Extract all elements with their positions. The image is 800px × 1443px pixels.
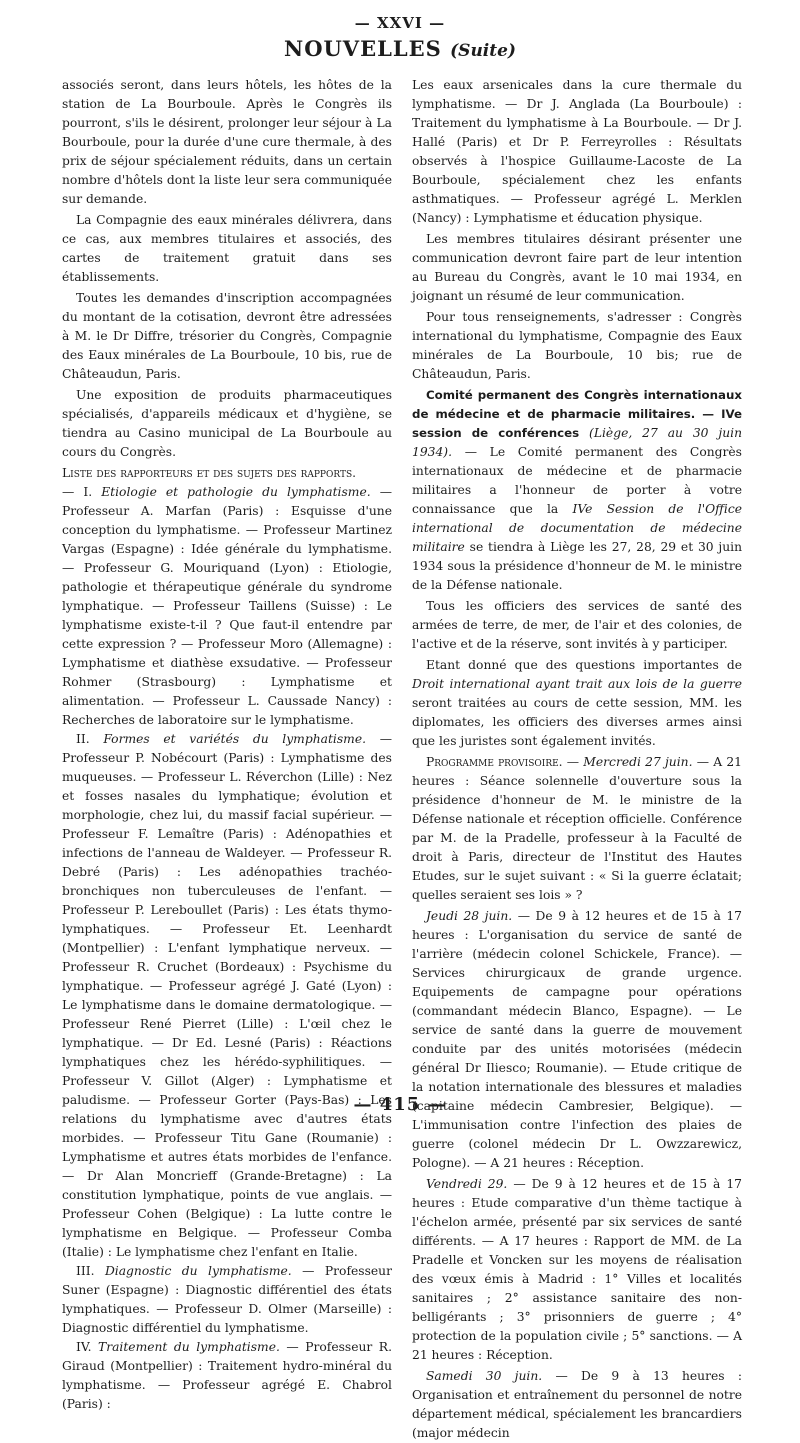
- text-run: Etant donné que des questions importantes de: [426, 658, 742, 672]
- text-run-italic: Droit international ayant trait aux lois de la guerre: [412, 677, 742, 691]
- day-heading: Jeudi 28 juin.: [426, 909, 513, 923]
- text-run: seront traitées au cours de cette session, MM. les diplomates, les officiers des diverses armes ainsi que les juristes sont également invités.: [412, 696, 742, 748]
- day-heading: — Mercredi 27 juin.: [566, 755, 693, 769]
- section-number: IV.: [76, 1340, 92, 1354]
- day-body: — A 21 heures : Séance solennelle d'ouverture sous la présidence d'honneur de M. le ministre de la Défense nationale et réception officielle. Conférence par M. de la Pradelle, professeur à la Faculté de droit à Paris, directeur de l'Institut des Hautes Etudes, sur le sujet suivant : « Si la guerre éclatait; quelles seraient ses lois » ?: [412, 755, 742, 902]
- paragraph: [62, 1262, 392, 1338]
- day-body: — De 9 à 12 heures et de 15 à 17 heures : Etude comparative d'un thème tactique à l'échelon armée, présenté par six services de santé différents. — A 17 heures : Rapport de MM. de La Pradelle et Voncken sur les moyens de réalisation des vœux émis à Madrid : 1° Villes et localités sanitaires ; 2° assistance sanitaire des non-belligérants ; 3° prisonniers de guerre ; 4° protection de la population civile ; 5° sanctions. — A 21 heures : Réception.: [412, 1177, 742, 1362]
- section-number: — I.: [62, 485, 93, 499]
- section-heading: Etiologie et pathologie du lymphatisme.: [101, 485, 371, 499]
- day-heading: Vendredi 29.: [426, 1177, 508, 1191]
- paragraph: [412, 656, 742, 751]
- notice-heading: Comité permanent des Congrès internationaux de médecine et de pharmacie militaires. — IVe session de conférences: [412, 388, 742, 440]
- section-title-suffix: (Suite): [450, 41, 516, 61]
- paragraph: [62, 1338, 392, 1414]
- right-column: [412, 76, 742, 1443]
- section-heading: Diagnostic du lymphatisme.: [104, 1264, 292, 1278]
- paragraph: associés seront, dans leurs hôtels, les hôtes de la station de La Bourboule. Après le Congrès ils pourront, s'ils le désirent, prolonger leur séjour à La Bourboule, pour la durée d'une cure thermale, à des prix de séjour spécialement réduits, dans un certain nombre d'hôtels dont la liste leur sera communiquée sur demande.: [62, 78, 392, 206]
- list-heading: Liste des rapporteurs et des sujets des rapports.: [62, 466, 357, 480]
- notice-session: IVe Session de l'Office international de documentation de médecine militaire: [412, 502, 742, 554]
- paragraph: Les eaux arsenicales dans la cure thermale du lymphatisme. — Dr J. Anglada (La Bourboule) : Traitement du lymphatisme à La Bourboule. — Dr J. Hallé (Paris) et Dr P. Ferreyrolles : Résultats observés à l'hospice Guillaume-Lacoste de La Bourboule, spécialement chez les enfants asthmatiques. — Professeur agrégé L. Merklen (Nancy) : Lymphatisme et éducation physique.: [412, 78, 742, 225]
- programme-jeudi: [412, 907, 742, 1173]
- rapporteurs-list: [62, 464, 392, 730]
- folio-number: — 415 —: [353, 1094, 447, 1115]
- section-heading: Formes et variétés du lymphatisme.: [103, 732, 367, 746]
- programme-samedi: [412, 1367, 742, 1443]
- paragraph: Les membres titulaires désirant présenter une communication devront faire part de leur intention au Bureau du Congrès, avant le 10 mai 1934, en joignant un résumé de leur communication.: [412, 232, 742, 303]
- day-body: — De 9 à 12 heures et de 15 à 17 heures : L'organisation du service de santé de l'arrière (médecin colonel Schickele, France). — Services chirurgicaux de grande urgence. Equipements de campagne pour opérations (commandant médecin Blanco, Espagne). — Le service de santé dans la guerre de mouvement conduite par des unités motorisées (médecin général Dr Iliesco; Roumanie). — Etude critique de la notation internationale des blessures et maladies (capitaine médecin Cambresier, Belgique). — L'immunisation contre l'infection des plaies de guerre (colonel médecin Dr L. Owzzarewicz, Pologne). — A 21 heures : Réception.: [412, 909, 742, 1170]
- section-body: — Professeur A. Marfan (Paris) : Esquisse d'une conception du lymphatisme. — Professeur Martinez Vargas (Espagne) : Idée générale du lymphatisme. — Professeur G. Mouriquand (Lyon) : Etiologie, pathologie et thérapeutique générale du syndrome lymphatique. — Professeur Taillens (Suisse) : Le lymphatisme existe-t-il ? Que faut-il entendre par cette expression ? — Professeur Moro (Allemagne) : Lymphatisme et diathèse exsudative. — Professeur Rohmer (Strasbourg) : Lymphatisme et alimentation. — Professeur L. Caussade Nancy) : Recherches de laboratoire sur le lymphatisme.: [62, 485, 392, 727]
- programme-vendredi: [412, 1175, 742, 1365]
- paragraph: Une exposition de produits pharmaceutiques spécialisés, d'appareils médicaux et d'hygiène, se tiendra au Casino municipal de La Bourboule au cours du Congrès.: [62, 388, 392, 459]
- paragraph: Tous les officiers des services de santé des armées de terre, de mer, de l'air et des colonies, de l'active et de la réserve, sont invités à y participer.: [412, 599, 742, 651]
- notice-body: — Le Comité permanent des Congrès internationaux de médecine et de pharmacie militaires a l'honneur de porter à votre connaissance que la: [412, 445, 742, 516]
- section-number: III.: [76, 1264, 95, 1278]
- page-number: — XXVI —: [354, 14, 446, 32]
- paragraph: Pour tous renseignements, s'adresser : Congrès international du lymphatisme, Compagnie des Eaux minérales de La Bourboule, 10 bis; rue de Châteaudun, Paris.: [412, 310, 742, 381]
- section-heading: Traitement du lymphatisme.: [98, 1340, 280, 1354]
- section-body: — Professeur Suner (Espagne) : Diagnostic différentiel des états lymphatiques. — Professeur D. Olmer (Marseille) : Diagnostic différentiel du lymphatisme.: [62, 1264, 392, 1335]
- section-body: — Professeur R. Giraud (Montpellier) : Traitement hydro-minéral du lymphatisme. — Professeur agrégé E. Chabrol (Paris) :: [62, 1340, 392, 1411]
- section-number: II.: [76, 732, 90, 746]
- notice-tail: se tiendra à Liège les 27, 28, 29 et 30 juin 1934 sous la présidence d'honneur de M. le ministre de la Défense nationale.: [412, 540, 742, 592]
- section-body: — Professeur P. Nobécourt (Paris) : Lymphatisme des muqueuses. — Professeur L. Réverchon (Lille) : Nez et fosses nasales du lymphatique; évolution et morphologie, chez lui, du massif facial supérieur. — Professeur F. Lemaître (Paris) : Adénopathies et infections de l'anneau de Waldeyer. — Professeur R. Debré (Paris) : Les adénopathies trachéo-bronchiques non tuberculeuses de l'enfant. — Professeur P. Lereboullet (Paris) : Les états thymo-lymphatiques. — Professeur Et. Leenhardt (Montpellier) : L'enfant lymphatique nerveux. — Professeur R. Cruchet (Bordeaux) : Psychisme du lymphatique. — Professeur agrégé J. Gaté (Lyon) : Le lymphatisme dans le domaine dermatologique. — Professeur René Pierret (Lille) : L'œil chez le lymphatique. — Dr Ed. Lesné (Paris) : Réactions lymphatiques chez les hérédo-syphilitiques. — Professeur V. Gillot (Alger) : Lymphatisme et paludisme. — Professeur Gorter (Pays-Bas) : Les relations du lymphatisme avec d'autres états morbides. — Professeur Titu Gane (Roumanie) : Lymphatisme et autres états morbides de l'enfance. — Dr Alan Moncrieff (Grande-Bretagne) : La constitution lymphatique, points de vue anglais. — Professeur Cohen (Belgique) : La lutte contre le lymphatisme en Belgique. — Professeur Comba (Italie) : Le lymphatisme chez l'enfant en Italie.: [62, 732, 392, 1259]
- comite-notice: [412, 386, 742, 595]
- programme-mercredi: [412, 753, 742, 905]
- paragraph: [62, 730, 392, 1262]
- section-title-text: NOUVELLES: [284, 36, 442, 61]
- notice-date: (Liège, 27 au 30 juin 1934).: [412, 426, 742, 459]
- left-column: [62, 76, 392, 1414]
- section-title: [0, 36, 800, 61]
- paragraph: La Compagnie des eaux minérales délivrera, dans ce cas, aux membres titulaires et associés, des cartes de traitement gratuit dans ses établissements.: [62, 213, 392, 284]
- programme-heading: Programme provisoire.: [426, 755, 563, 769]
- day-heading: Samedi 30 juin.: [426, 1369, 543, 1383]
- paragraph: Toutes les demandes d'inscription accompagnées du montant de la cotisation, devront être adressées à M. le Dr Diffre, trésorier du Congrès, Compagnie des Eaux minérales de La Bourboule, 10 bis, rue de Châteaudun, Paris.: [62, 291, 392, 381]
- day-body: — De 9 à 13 heures : Organisation et entraînement du personnel de notre département médical, spécialement les brancardiers (major médecin: [412, 1369, 742, 1440]
